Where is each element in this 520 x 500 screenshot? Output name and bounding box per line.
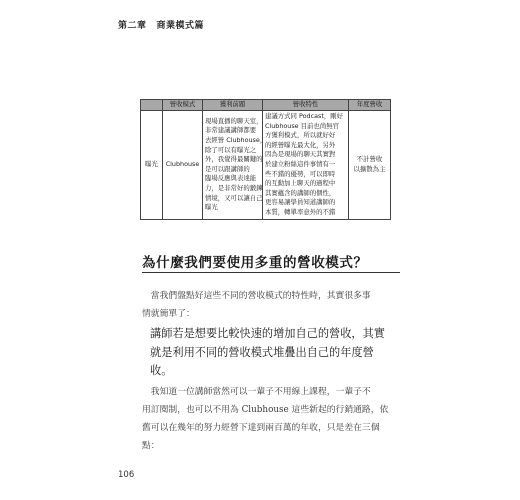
body-paragraph xyxy=(142,287,400,323)
highlight-quote xyxy=(150,325,400,381)
cell-line: 去經營 Clubhouse， xyxy=(205,135,267,144)
cell-line: 其實蘊含的講師的個性， xyxy=(265,188,336,197)
cell-line: 除了可以有曝光之 xyxy=(205,145,257,154)
cell-line: 更容易讓學員知道講師的 xyxy=(265,198,336,207)
cell-line: 非常建議講師都要 xyxy=(205,126,257,135)
section-title: 為什麼我們要使用多重的營收模式？ xyxy=(142,255,368,271)
paragraph-line: 舊可以在幾年的努力經營下達到兩百萬的年收，只是差在三個 xyxy=(142,423,380,433)
chapter-label: 第二章 xyxy=(118,21,147,31)
body-paragraph xyxy=(142,383,400,455)
chapter-header xyxy=(118,18,204,31)
section-divider xyxy=(142,272,400,273)
cell-line: 是可以跟講師的 xyxy=(205,164,250,173)
paragraph-line: 點： xyxy=(142,441,160,451)
cell-line: 力，是非常好的鍛鍊 xyxy=(205,183,263,192)
cell-line: Clubhouse 目前也尚無官 xyxy=(265,121,339,130)
premise-cell xyxy=(203,111,267,220)
mode-cell: Clubhouse xyxy=(163,111,203,220)
category-cell: 曝光 xyxy=(141,111,163,220)
cell-line: 以擴散為主 xyxy=(353,164,386,173)
cell-line: 的互動加上聊天的過程中 xyxy=(265,179,336,188)
table-header-row xyxy=(141,100,391,111)
paragraph-line: 當我們盤點好這些不同的營收模式的特性時，其實很多事 xyxy=(142,291,371,301)
cell-line: 不計營收 xyxy=(356,155,383,164)
quote-line: 收。 xyxy=(150,364,173,377)
cell-line: 現場直播的聊天室， xyxy=(205,116,263,125)
cell-line: 因為是現場的聊天其實對 xyxy=(265,150,336,159)
cell-line: 臨場反應與表達能 xyxy=(205,174,257,183)
table-header-cell: 獲利前題 xyxy=(203,100,263,111)
paragraph-line: 我知道一位講師當然可以一輩子不用線上課程，一輩子不 xyxy=(142,387,371,397)
cell-line: 外，我覺得最關鍵的 xyxy=(205,155,263,164)
trait-cell xyxy=(263,111,349,220)
quote-line: 就是利用不同的營收模式堆疊出自己的年度營 xyxy=(150,345,374,359)
table-row xyxy=(141,111,391,220)
table-header-cell xyxy=(141,100,163,111)
cell-line: 曝光 xyxy=(205,203,218,212)
page-number: 106 xyxy=(118,470,135,480)
cell-line: 方獲利模式，所以就好好 xyxy=(265,131,336,140)
cell-line: 些不錯的優勢，可以即時 xyxy=(265,169,336,178)
annual-revenue-cell xyxy=(349,111,391,220)
paragraph-line: 用訂閱制，也可以不用為 Clubhouse 這些新起的行銷通路，依 xyxy=(142,405,389,415)
quote-line: 講師若是想要比較快速的增加自己的營收，其實 xyxy=(150,327,385,340)
cell-line: 情境，又可以讓自己 xyxy=(205,193,263,202)
paragraph-line: 情就簡單了： xyxy=(142,309,195,319)
cell-line: 於建立粉絲這件事情有一 xyxy=(265,159,336,168)
revenue-model-table xyxy=(140,99,391,220)
chapter-section-label: 商業模式篇 xyxy=(156,21,205,31)
cell-line: 建議方式同 Podcast，剛好 xyxy=(265,112,344,120)
table-header-cell: 年度營收 xyxy=(349,100,391,111)
table-header-cell: 營收特性 xyxy=(263,100,349,111)
cell-line: 的經營曝光最大化，另外 xyxy=(265,140,336,149)
cell-line: 本質，轉單率意外的不錯 xyxy=(265,207,336,216)
table-header-cell: 營收模式 xyxy=(163,100,203,111)
